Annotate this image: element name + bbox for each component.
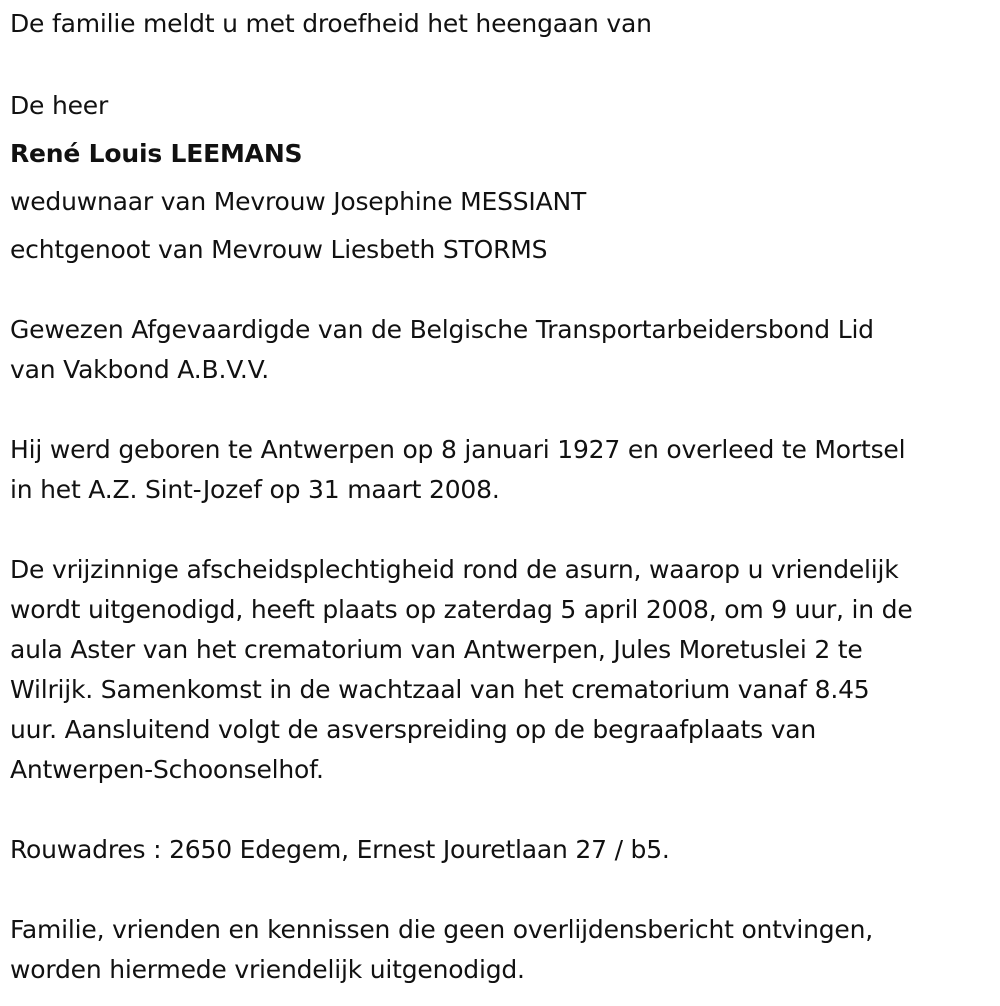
birth-death-line: in het A.Z. Sint-Jozef op 31 maart 2008. — [10, 475, 500, 504]
closing-line: Familie, vrienden en kennissen die geen overlijdensbericht ontvingen, — [10, 915, 874, 944]
relation-spouse: echtgenoot van Mevrouw Liesbeth STORMS — [10, 235, 548, 264]
closing-line: worden hiermede vriendelijk uitgenodigd. — [10, 955, 525, 984]
mourning-address: Rouwadres : 2650 Edegem, Ernest Jouretlaan 27 / b5. — [10, 835, 670, 864]
ceremony-line: aula Aster van het crematorium van Antwerpen, Jules Moretuslei 2 te — [10, 635, 863, 664]
salutation: De heer — [10, 91, 109, 120]
ceremony-line: Antwerpen-Schoonselhof. — [10, 755, 324, 784]
ceremony-line: Wilrijk. Samenkomst in de wachtzaal van het crematorium vanaf 8.45 — [10, 675, 870, 704]
ceremony-line: wordt uitgenodigd, heeft plaats op zaterdag 5 april 2008, om 9 uur, in de — [10, 595, 913, 624]
relation-widower: weduwnaar van Mevrouw Josephine MESSIANT — [10, 187, 587, 216]
ceremony-line: uur. Aansluitend volgt de asverspreiding op de begraafplaats van — [10, 715, 817, 744]
intro-text: De familie meldt u met droefheid het heengaan van — [10, 9, 652, 38]
function-line: Gewezen Afgevaardigde van de Belgische Transportarbeidersbond Lid — [10, 315, 874, 344]
deceased-name: René Louis LEEMANS — [10, 139, 303, 168]
ceremony-line: De vrijzinnige afscheidsplechtigheid rond de asurn, waarop u vriendelijk — [10, 555, 899, 584]
function-line: van Vakbond A.B.V.V. — [10, 355, 270, 384]
birth-death-line: Hij werd geboren te Antwerpen op 8 januari 1927 en overleed te Mortsel — [10, 435, 906, 464]
